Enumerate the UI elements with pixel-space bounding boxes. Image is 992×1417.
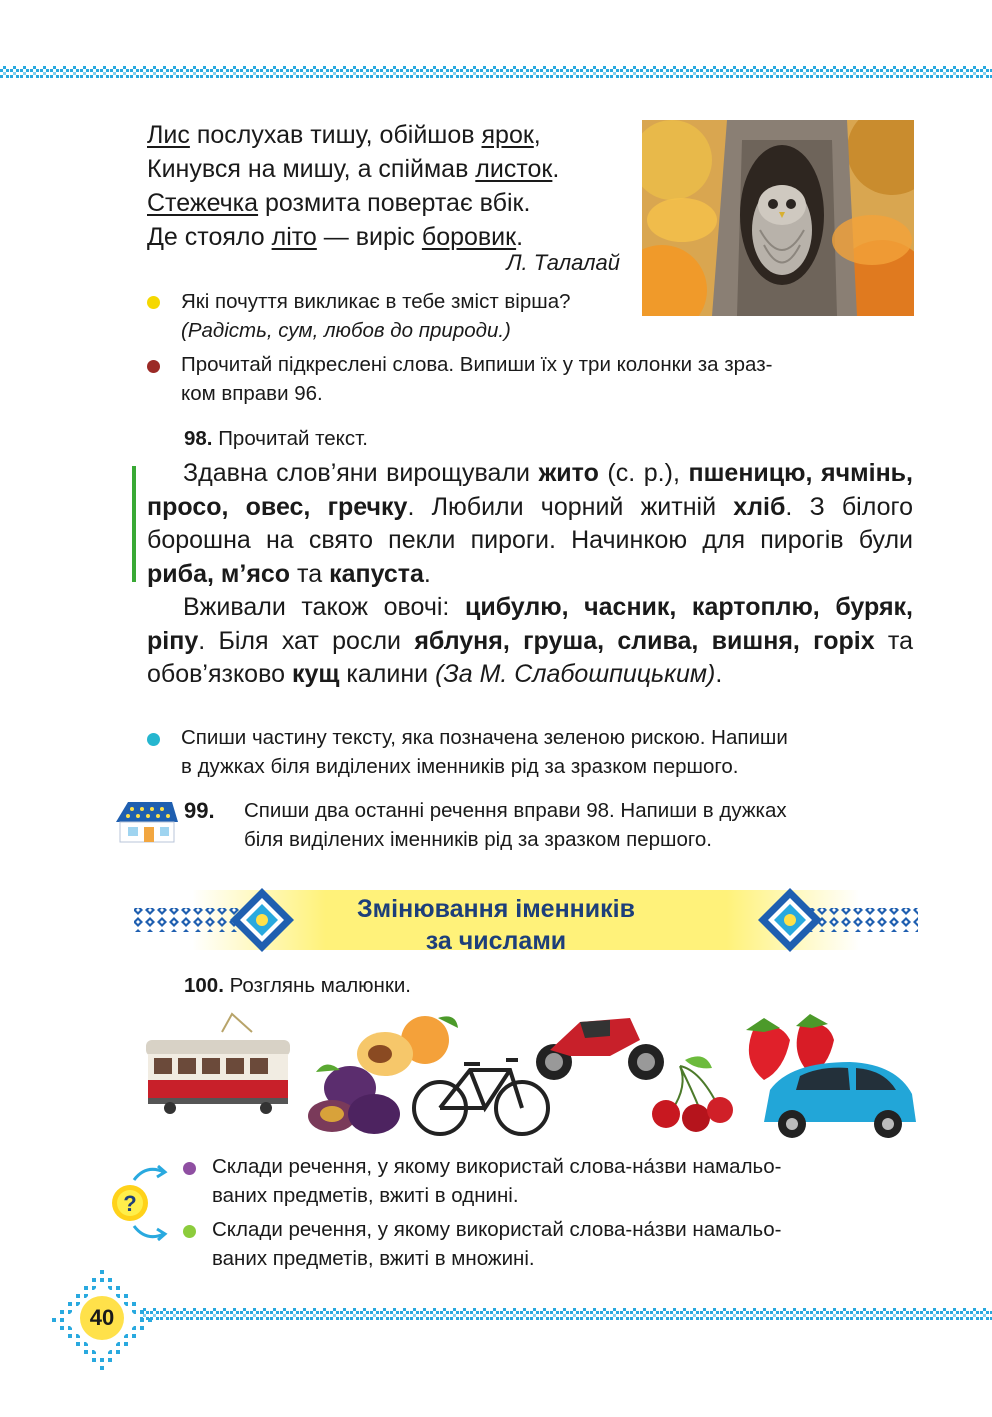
exercise-98-task [181, 723, 916, 781]
bullet-cyan [147, 733, 160, 746]
poem [147, 118, 627, 254]
poem-text: . [552, 155, 560, 183]
bullet-purple [183, 1162, 196, 1175]
task-text: ком вправи 96. [181, 382, 323, 405]
poem-line-4 [147, 220, 627, 254]
car-icon [764, 1062, 916, 1138]
task-write-words [181, 350, 916, 408]
task-text: Які почуття викликає в тебе зміст вірша? [181, 290, 571, 313]
bicycle-icon [414, 1060, 548, 1134]
exercise-100-task-2 [212, 1215, 917, 1273]
exercise-instruction: Розглянь малюнки. [223, 974, 411, 997]
poem-text: Де стояло [147, 223, 272, 251]
exercise-number: 100. [184, 974, 224, 997]
section-title-line: за числами [425, 927, 567, 955]
task-text: Спиши частину тексту, яка позначена зеленою рискою. Напиши [181, 726, 788, 749]
exercise-100-header [184, 971, 411, 1000]
top-ornament-border [0, 66, 992, 80]
poem-text: — виріс [316, 223, 422, 251]
underlined-word: Стежечка [147, 189, 259, 217]
task-text: Склади речення, у якому використай слова-на́зви намальо- [212, 1155, 782, 1178]
peaches-icon [357, 1016, 458, 1076]
task-text: Спиши два останні речення вправи 98. Напиши в дужках [244, 799, 787, 822]
section-title-line: Змінювання іменників [357, 895, 635, 923]
poem-line-1 [147, 118, 627, 152]
bullet-red [147, 360, 160, 373]
paragraph-2: Вживали також овочі: цибулю, часник, картоплю, буряк, ріпу. Біля хат росли яблуня, груша, слива, вишня, горіх та обов’язково кущ калини (За М. Слабошпицьким). [147, 593, 914, 688]
house-icon [114, 798, 180, 844]
underlined-word: ярок [481, 121, 534, 149]
underlined-word: боровик [421, 223, 517, 251]
task-text: ваних предметів, вжиті в однині. [212, 1184, 519, 1207]
exercise-99-number: 99. [184, 798, 215, 823]
section-title [300, 893, 692, 957]
exercise-number: 98. [184, 427, 213, 450]
task-text: в дужках біля виділених іменників рід за зразком першого. [181, 755, 739, 778]
task-text: Склади речення, у якому використай слова-на́зви намальо- [212, 1218, 782, 1241]
motorcycle-icon [536, 1018, 664, 1080]
task-text: Прочитай підкреслені слова. Випиши їх у три колонки за зраз- [181, 353, 773, 376]
exercise-100-pictures [140, 1010, 920, 1138]
underlined-word: Лис [147, 121, 190, 149]
poem-line-2 [147, 152, 627, 186]
task-text: біля виділених іменників рід за зразком першого. [244, 828, 712, 851]
bullet-yellow [147, 296, 160, 309]
exercise-98-text [147, 457, 913, 692]
task-hint: (Радість, сум, любов до природи.) [181, 319, 511, 342]
poem-author: Л. Талалай [506, 250, 620, 275]
exercise-99-text [244, 796, 914, 854]
task-question [181, 287, 631, 345]
cherries-icon [652, 1056, 733, 1132]
question-sun-icon [106, 1164, 168, 1242]
poem-text: розмита повертає вбік. [258, 189, 531, 217]
bullet-green [183, 1225, 196, 1238]
task-text: ваних предметів, вжиті в множині. [212, 1247, 535, 1270]
poem-text: Кинувся на мишу, а спіймав [147, 155, 476, 183]
owl-photo [642, 120, 914, 316]
poem-text: . [516, 223, 524, 251]
poem-text: , [533, 121, 541, 149]
poem-line-3 [147, 186, 627, 220]
underlined-word: листок [475, 155, 553, 183]
poem-text: послухав тишу, обійшов [189, 121, 482, 149]
exercise-98-header [184, 424, 368, 453]
underlined-word: літо [271, 223, 317, 251]
green-marker-bar [132, 466, 136, 582]
page-number: 40 [89, 1305, 115, 1330]
svg-text:?: ? [123, 1191, 137, 1216]
exercise-instruction: Прочитай текст. [212, 427, 368, 450]
tram-icon [146, 1014, 290, 1114]
paragraph-1: Здавна слов’яни вирощували жито (с. р.), пшеницю, ячмінь, просо, овес, гречку. Любили чорний житній хліб. З білого борошна на свято пекли пироги. Начинкою для пирогів були риба, м’ясо та капуста. [147, 459, 913, 588]
exercise-100-task-1 [212, 1152, 917, 1210]
